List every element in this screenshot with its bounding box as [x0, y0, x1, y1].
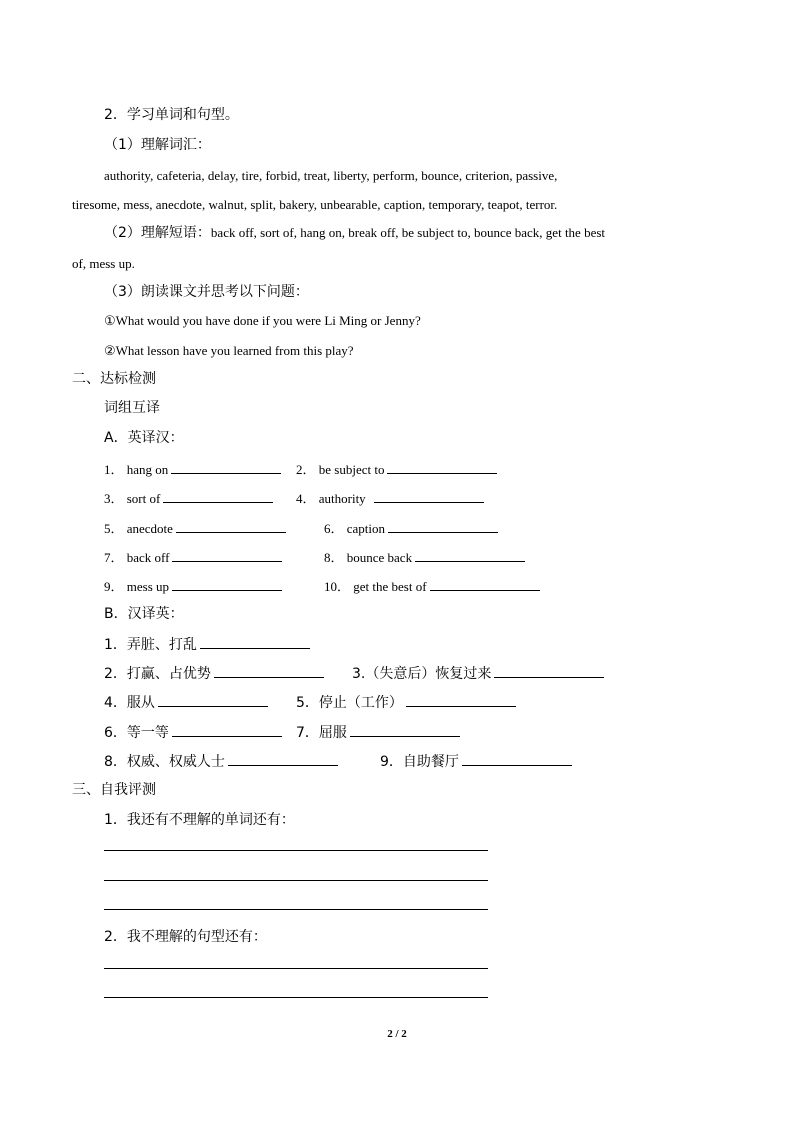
answer-line[interactable]	[104, 909, 488, 910]
answer-blank[interactable]	[172, 547, 282, 562]
b-item-2: 2．打赢、占优势	[104, 663, 324, 683]
answer-blank[interactable]	[350, 722, 460, 737]
question-1: ①What would you have done if you were Li Ming or Jenny?	[104, 313, 421, 328]
vocab-title: （1）理解词汇：	[104, 137, 211, 153]
a-item-7: 7． back off	[104, 547, 282, 567]
b-item-8: 8．权威、权威人士	[104, 751, 338, 771]
answer-blank[interactable]	[200, 634, 310, 649]
answer-line[interactable]	[104, 850, 488, 851]
answer-blank[interactable]	[228, 751, 338, 766]
a-title: A．英译汉：	[104, 430, 184, 446]
answer-blank[interactable]	[462, 751, 572, 766]
vocab-line-1: authority, cafeteria, delay, tire, forbid, treat, liberty, perform, bounce, criterion, passive,	[104, 168, 558, 183]
a-item-10: 10． get the best of	[324, 576, 540, 596]
page-number: 2 / 2	[387, 1028, 407, 1040]
b-item-9: 9．自助餐厅	[380, 751, 572, 771]
a-item-3: 3． sort of	[104, 488, 273, 508]
answer-blank[interactable]	[176, 518, 286, 533]
answer-blank[interactable]	[172, 576, 282, 591]
answer-line[interactable]	[104, 968, 488, 969]
answer-blank[interactable]	[494, 663, 604, 678]
answer-blank[interactable]	[406, 692, 516, 707]
a-item-6: 6． caption	[324, 518, 498, 538]
self-check-question-1: 1．我还有不理解的单词还有：	[104, 812, 295, 828]
answer-blank[interactable]	[172, 722, 282, 737]
b-item-4: 4．服从	[104, 692, 268, 712]
a-item-2: 2． be subject to	[296, 459, 497, 479]
answer-blank[interactable]	[171, 459, 281, 474]
question-2: ②What lesson have you learned from this play?	[104, 343, 354, 358]
self-check-question-2: 2．我不理解的句型还有：	[104, 929, 267, 945]
phrase-list: back off, sort of, hang on, break off, be subject to, bounce back, get the best	[210, 225, 606, 240]
part3-heading: 三、自我评测	[72, 782, 156, 798]
a-item-8: 8． bounce back	[324, 547, 525, 567]
part2-subheading: 词组互译	[104, 400, 160, 416]
answer-blank[interactable]	[388, 518, 498, 533]
section-heading: 2．学习单词和句型。	[104, 107, 239, 123]
answer-blank[interactable]	[430, 576, 540, 591]
a-item-9: 9． mess up	[104, 576, 282, 596]
part2-heading: 二、达标检测	[72, 371, 156, 387]
a-item-5: 5． anecdote	[104, 518, 286, 538]
answer-blank[interactable]	[214, 663, 324, 678]
b-item-3: 3.（失意后）恢复过来	[352, 663, 604, 683]
phrase-line-1	[104, 224, 605, 243]
answer-line[interactable]	[104, 880, 488, 881]
b-item-6: 6．等一等	[104, 722, 282, 742]
b-item-5: 5．停止（工作）	[296, 692, 516, 712]
answer-blank[interactable]	[374, 488, 484, 503]
phrase-title: （2）理解短语：	[104, 225, 211, 241]
answer-blank[interactable]	[415, 547, 525, 562]
b-title: B．汉译英：	[104, 606, 184, 622]
b-item-1: 1．弄脏、打乱	[104, 634, 310, 654]
answer-blank[interactable]	[163, 488, 273, 503]
b-item-7: 7．屈服	[296, 722, 460, 742]
answer-line[interactable]	[104, 997, 488, 998]
vocab-line-2: tiresome, mess, anecdote, walnut, split, bakery, unbearable, caption, temporary, teapot, terror.	[72, 197, 558, 212]
read-title: （3）朗读课文并思考以下问题：	[104, 284, 309, 300]
answer-blank[interactable]	[158, 692, 268, 707]
a-item-4: 4． authority	[296, 488, 484, 508]
answer-blank[interactable]	[387, 459, 497, 474]
phrase-line-2: of, mess up.	[72, 256, 135, 271]
a-item-1: 1． hang on	[104, 459, 281, 479]
